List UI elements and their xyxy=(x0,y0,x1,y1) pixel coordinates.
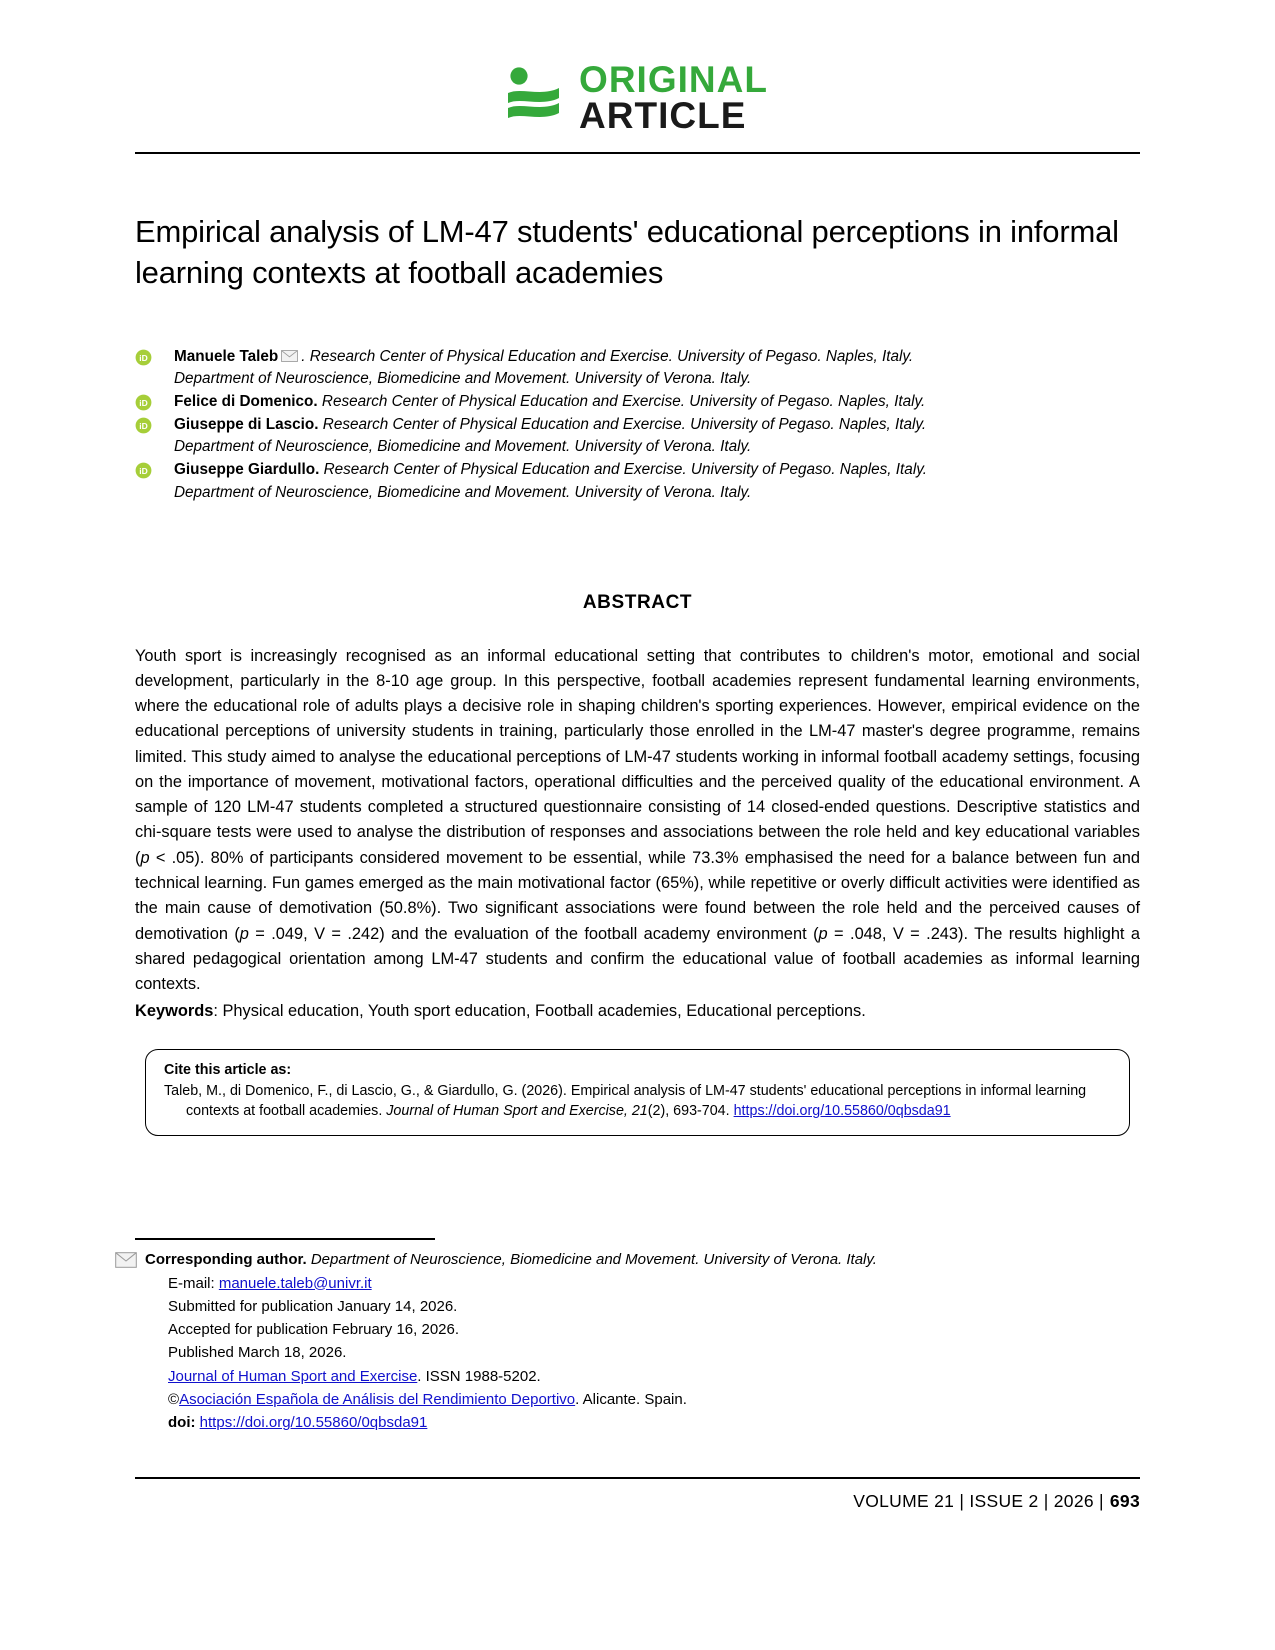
doi-link[interactable]: https://doi.org/10.55860/0qbsda91 xyxy=(199,1414,428,1431)
author-affiliation-2: Department of Neuroscience, Biomedicine and Movement. University of Verona. Italy. xyxy=(174,370,752,388)
author-list xyxy=(135,346,1140,504)
cite-box-title: Cite this article as: xyxy=(164,1061,292,1078)
logo-original-text: ORIGINAL xyxy=(579,59,768,100)
author-entry xyxy=(135,346,1140,368)
author-affiliation: Research Center of Physical Education and Exercise. University of Pegaso. Naples, Italy. xyxy=(321,393,926,410)
page-title: Empirical analysis of LM-47 students' educational perceptions in informal learning contexts at football academies xyxy=(135,213,1119,290)
doi-line xyxy=(168,1411,1140,1434)
journal-link[interactable]: Journal of Human Sport and Exercise xyxy=(168,1367,418,1385)
citation-authors-title: Taleb, M., di Domenico, F., di Lascio, G., & Giardullo, G. (2026). Empirical analysis of LM-47 students' educational perceptions in informal learning contexts at football academies. xyxy=(164,1082,1087,1119)
corresponding-author-line xyxy=(135,1249,1140,1272)
author-affiliation: . Research Center of Physical Education and Exercise. University of Pegaso. Naples, Italy. xyxy=(301,347,914,365)
orcid-icon[interactable] xyxy=(135,417,152,434)
author-affiliation-2: Department of Neuroscience, Biomedicine and Movement. University of Verona. Italy. xyxy=(174,483,752,501)
publisher-link[interactable]: Asociación Española de Análisis del Rendimiento Deportivo xyxy=(179,1390,576,1408)
footer-volume-info xyxy=(135,1491,1140,1512)
journal-issn-line xyxy=(168,1365,1140,1388)
footnote-details xyxy=(168,1272,1140,1435)
volume-issue-year: VOLUME 21 | ISSUE 2 | 2026 | xyxy=(853,1491,1104,1511)
publisher-location: . Alicante. Spain. xyxy=(575,1390,687,1408)
author-name: Giuseppe di Lascio. xyxy=(174,415,319,433)
abstract-stat-p-2: p xyxy=(239,924,249,943)
submitted-date: Submitted for publication January 14, 2026. xyxy=(168,1297,458,1315)
author-name: Giuseppe Giardullo. xyxy=(174,461,320,479)
abstract-part-3: = .049, V = .242) and the evaluation of the football academy environment ( xyxy=(248,924,819,943)
issn-text: . ISSN 1988-5202. xyxy=(417,1367,541,1385)
keywords-separator: : xyxy=(213,1002,223,1021)
copyright-symbol: © xyxy=(168,1390,180,1408)
svg-text:iD: iD xyxy=(139,466,148,477)
corresponding-author-affiliation: Department of Neuroscience, Biomedicine and Movement. University of Verona. Italy. xyxy=(306,1251,877,1268)
orcid-icon[interactable] xyxy=(135,394,152,411)
cite-this-article-box xyxy=(145,1049,1130,1137)
author-entry xyxy=(135,391,1140,413)
orcid-icon[interactable] xyxy=(135,462,152,479)
author-entry xyxy=(135,414,1140,436)
logo-article-text: ARTICLE xyxy=(579,94,747,136)
envelope-icon xyxy=(115,1252,137,1268)
corresponding-author-text xyxy=(145,1249,877,1272)
corresponding-author-label: Corresponding author. xyxy=(145,1251,307,1268)
original-article-logo xyxy=(507,59,768,136)
citation-volume: , 21 xyxy=(623,1102,648,1119)
author-affiliation-2: Department of Neuroscience, Biomedicine and Movement. University of Verona. Italy. xyxy=(174,438,752,456)
svg-text:iD: iD xyxy=(139,398,148,409)
published-date: Published March 18, 2026. xyxy=(168,1344,347,1362)
citation-journal-name: Journal of Human Sport and Exercise xyxy=(386,1102,624,1119)
page-footer xyxy=(135,1477,1140,1512)
envelope-icon[interactable] xyxy=(281,350,298,362)
header-divider xyxy=(135,152,1140,154)
svg-text:iD: iD xyxy=(139,352,148,363)
orcid-icon[interactable] xyxy=(135,349,152,366)
footnote-block xyxy=(135,1238,1140,1434)
author-affiliation: Research Center of Physical Education and Exercise. University of Pegaso. Naples, Italy. xyxy=(323,461,927,479)
author-info xyxy=(174,414,926,436)
cite-box-text xyxy=(164,1081,1111,1122)
author-entry xyxy=(135,459,1140,481)
publisher-line xyxy=(168,1388,1140,1411)
author-info xyxy=(174,391,925,413)
keywords-value: Physical education, Youth sport education, Football academies, Educational perceptions. xyxy=(222,1002,866,1021)
abstract-stat-p-1: p xyxy=(140,848,150,867)
journal-header xyxy=(0,0,1275,134)
abstract-part-4: = .048, V = .243). The results highlight a shared pedagogical orientation among LM-47 students and confirm the educational value of football academies as informal learning contexts. xyxy=(135,924,1140,994)
keywords-label: Keywords xyxy=(135,1002,214,1021)
author-info xyxy=(174,459,927,481)
author-affiliation-row xyxy=(135,368,1140,390)
svg-text:iD: iD xyxy=(139,420,148,431)
abstract-part-2: < .05). 80% of participants considered movement to be essential, while 73.3% emphasised the need for a balance between fun and technical learning. Fun games emerged as the main motivational factor (65%), while repetitive or overly difficult activities were identified as the main cause of demotivation (50.8%). Two significant associations were found between the role held and the perceived causes of demotivation ( xyxy=(135,848,1140,943)
accepted-date: Accepted for publication February 16, 2026. xyxy=(168,1321,460,1338)
abstract-stat-p-3: p xyxy=(818,924,828,943)
wave-stripes-icon xyxy=(507,67,561,129)
page-number: 693 xyxy=(1109,1491,1140,1511)
logo-wordmark xyxy=(579,59,768,136)
abstract-text xyxy=(135,644,1140,998)
email-line xyxy=(168,1272,1140,1295)
footer-divider xyxy=(135,1477,1140,1479)
abstract-heading: ABSTRACT xyxy=(582,591,693,613)
footnote-divider xyxy=(135,1238,435,1240)
author-info xyxy=(174,346,913,368)
email-label: E-mail: xyxy=(168,1274,219,1292)
doi-label: doi: xyxy=(168,1414,196,1431)
email-link[interactable]: manuele.taleb@univr.it xyxy=(218,1274,372,1292)
keywords-line xyxy=(135,999,1140,1024)
citation-doi-link[interactable]: https://doi.org/10.55860/0qbsda91 xyxy=(733,1102,951,1119)
author-affiliation-row xyxy=(135,436,1140,458)
author-affiliation: Research Center of Physical Education and Exercise. University of Pegaso. Naples, Italy. xyxy=(322,415,927,433)
author-name: Felice di Domenico. xyxy=(174,393,318,410)
author-affiliation-row xyxy=(135,482,1140,504)
citation-issue-pages: (2), 693-704. xyxy=(647,1102,734,1119)
author-name: Manuele Taleb xyxy=(174,347,279,365)
abstract-part-1: Youth sport is increasingly recognised as an informal educational setting that contributes to children's motor, emotional and social development, particularly in the 8-10 age group. In this perspective, football academies represent fundamental learning environments, where the educational role of adults plays a decisive role in shaping children's sporting experiences. However, empirical evidence on the educational perceptions of university students in training, particularly those enrolled in the LM-47 master's degree programme, remains limited. This study aimed to analyse the educational perceptions of LM-47 students working in informal football academy settings, focusing on the importance of movement, motivational factors, operational difficulties and the perceived quality of the educational environment. A sample of 120 LM-47 students completed a structured questionnaire consisting of 14 closed-ended questions. Descriptive statistics and chi-square tests were used to analyse the distribution of responses and associations between the role held and key educational variables ( xyxy=(135,646,1140,867)
